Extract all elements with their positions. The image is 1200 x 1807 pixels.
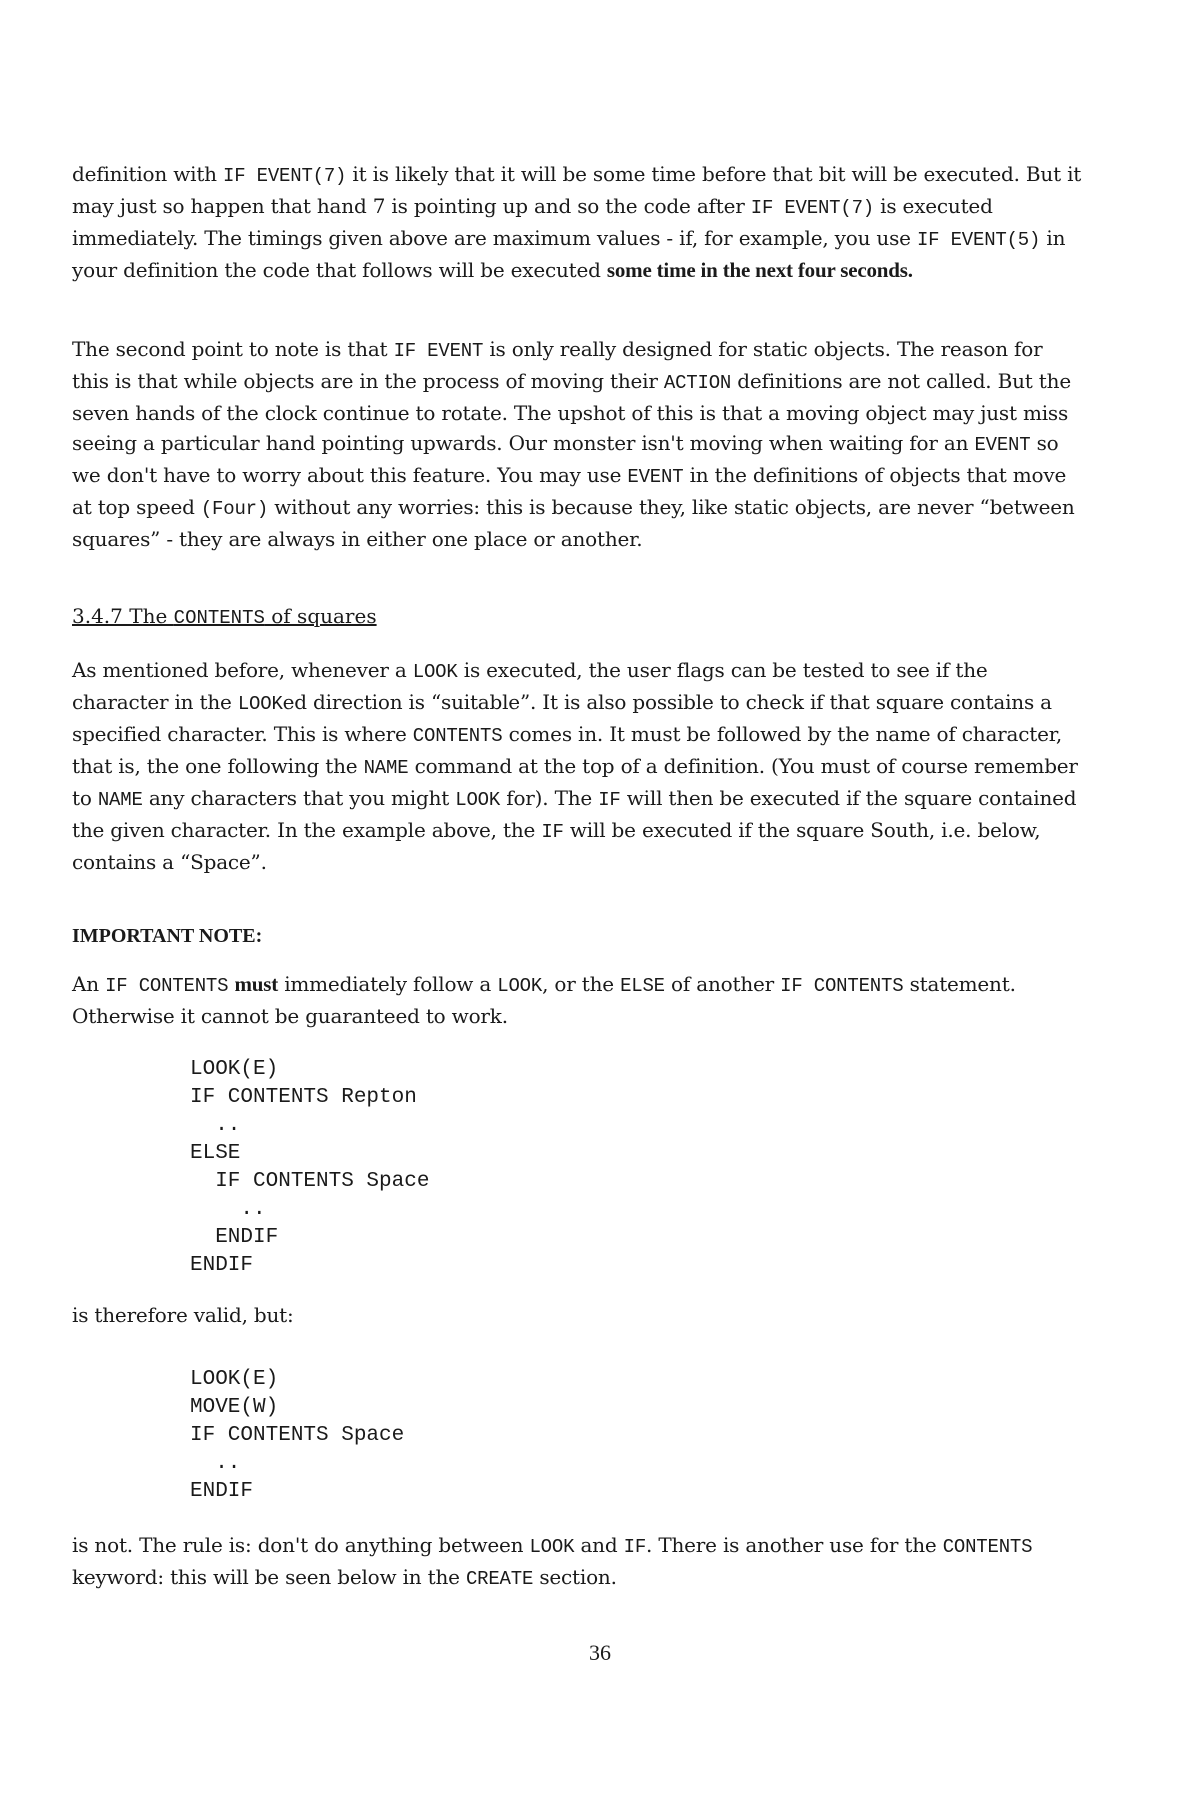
bold-emphasis: some time in the next four seconds. (606, 258, 913, 282)
text-run: in your definition the code that follows will be executed (72, 226, 1066, 282)
code-example-valid: LOOK(E) IF CONTENTS Repton .. ELSE IF CONTENTS Space .. ENDIF ENDIF (190, 1058, 430, 1277)
code-inline: IF EVENT(7) (750, 197, 874, 219)
text-run: command at the top of a definition. (You must of course remember to (72, 754, 1078, 810)
text-run: is therefore valid, but: (72, 1303, 294, 1327)
page-number: 36 (589, 1640, 611, 1665)
text-run: is executed, the user flags can be tested to see if the character in the (72, 658, 988, 714)
code-inline: CONTENTS (412, 725, 503, 747)
text-run: is executed immediately. The timings given above are maximum values - if, for example, you use (72, 194, 993, 250)
paragraph-if-contents-rule (72, 969, 1082, 1031)
code-inline: IF CONTENTS (105, 975, 229, 997)
text-run: any characters that you might (142, 786, 456, 810)
code-inline: EVENT (627, 466, 684, 488)
text-run: statement. Otherwise it cannot be guaranteed to work. (72, 972, 1016, 1028)
code-inline: IF CONTENTS (780, 975, 904, 997)
text-run: , or the (542, 972, 621, 996)
code-inline: CONTENTS (942, 1536, 1033, 1558)
paragraph-valid-note (72, 1300, 1082, 1330)
paragraph-contents (72, 655, 1082, 877)
text-run: so we don't have to worry about this feature. You may use (72, 431, 1059, 487)
text-run: of another (664, 972, 781, 996)
text-run: section. (533, 1565, 617, 1589)
bold-emphasis: must (234, 972, 279, 996)
paragraph-static-objects (72, 334, 1082, 554)
code-inline: IF EVENT(5) (916, 229, 1041, 251)
paragraph-rule-summary (72, 1530, 1082, 1594)
code-inline: LOOK (237, 693, 283, 715)
code-inline: LOOK (529, 1536, 575, 1558)
text-run: without any worries: this is because they, like static objects, are never “between squares” - they are always in either one place or another. (72, 495, 1075, 551)
text-run: in the definitions of objects that move at top speed (72, 463, 1067, 519)
text-run: ed direction is “suitable”. It is also possible to check if that square contains a specified character. This is where (72, 690, 1052, 746)
text-run: The second point to note is that (72, 337, 394, 361)
code-inline: IF (598, 789, 621, 811)
code-inline: IF (541, 821, 564, 843)
important-note-heading: IMPORTANT NOTE: (72, 925, 263, 947)
text-run: is not. The rule is: don't do anything between (72, 1533, 530, 1557)
paragraph-event-timing (72, 159, 1082, 285)
code-inline: NAME (97, 789, 143, 811)
heading-prefix: 3.4.7 The (72, 604, 174, 628)
text-run: and (574, 1533, 624, 1557)
text-run: for). The (500, 786, 599, 810)
code-inline: IF EVENT (393, 340, 484, 362)
text-run: As mentioned before, whenever a (72, 658, 413, 682)
section-heading (72, 601, 377, 633)
text-run: . There is another use for the (646, 1533, 943, 1557)
heading-suffix: of squares (264, 604, 377, 628)
code-inline: NAME (363, 757, 409, 779)
heading-code: CONTENTS (173, 607, 265, 629)
text-run: immediately follow a (278, 972, 498, 996)
code-inline: ELSE (620, 975, 665, 997)
text-run: will be executed if the square South, i.e. below, contains a “Space”. (72, 818, 1041, 874)
code-inline: (Four) (200, 498, 269, 520)
text-run: An (72, 972, 106, 996)
code-inline: LOOK (412, 661, 458, 683)
text-run: it is likely that it will be some time before that bit will be executed. But it may just so happen that hand 7 is pointing up and so the code after (72, 162, 1082, 218)
text-run: keyword: this will be seen below in the (72, 1565, 466, 1589)
text-run: definition with (72, 162, 224, 186)
code-inline: ACTION (663, 372, 732, 394)
code-inline: LOOK (455, 789, 501, 811)
text-run: definitions are not called. But the seven hands of the clock continue to rotate. The upshot of this is that a moving object may just miss seeing a particular hand pointing upwards. Our monster isn't moving when waiting for an (72, 369, 1071, 455)
code-example-invalid: LOOK(E) MOVE(W) IF CONTENTS Space .. ENDIF (190, 1368, 405, 1503)
text-run: will then be executed if the square contained the given character. In the example above, the (72, 786, 1077, 842)
code-inline: CREATE (465, 1568, 534, 1590)
text-run: is only really designed for static objects. The reason for this is that while objects are in the process of moving their (72, 337, 1043, 393)
code-inline: IF (623, 1536, 647, 1558)
code-inline: EVENT (974, 434, 1031, 456)
code-inline: IF EVENT(7) (223, 165, 347, 187)
code-inline: LOOK (497, 975, 543, 997)
text-run: comes in. It must be followed by the name of character, that is, the one following the (72, 722, 1063, 778)
